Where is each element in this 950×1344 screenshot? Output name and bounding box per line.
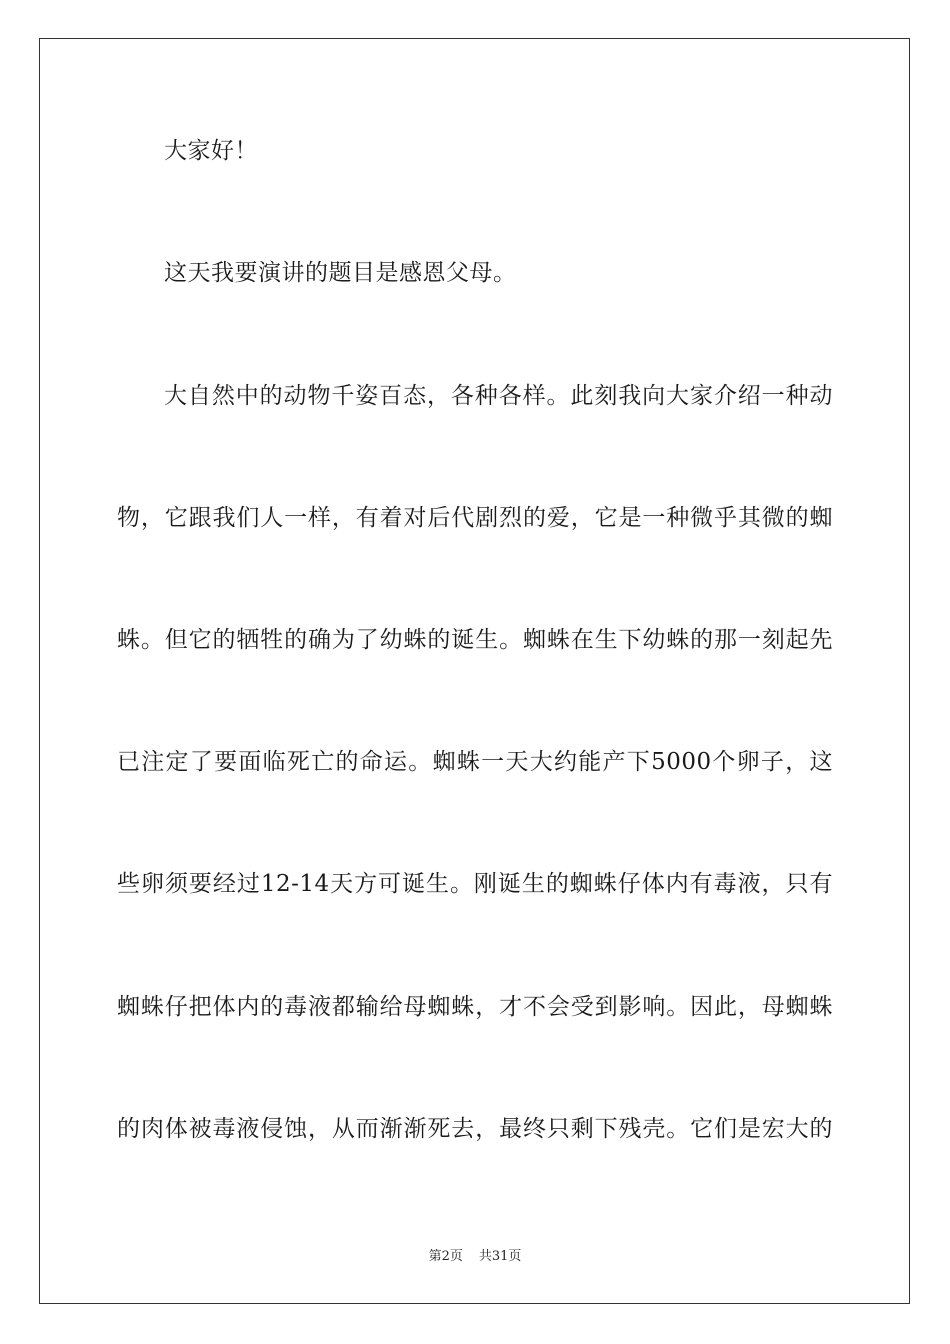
text-line: 物，它跟我们人一样，有着对后代剧烈的爱，它是一种微乎其微的蜘 [117, 505, 833, 531]
page-footer [0, 1248, 950, 1266]
total-pages: 共31页 [478, 1249, 522, 1264]
text-line: 已注定了要面临死亡的命运。蜘蛛一天大约能产下5000个卵子，这 [117, 749, 833, 775]
text-line: 的肉体被毒液侵蚀，从而渐渐死去，最终只剩下残壳。它们是宏大的 [117, 1116, 833, 1142]
text-line-topic: 这天我要演讲的题目是感恩父母。 [164, 260, 517, 286]
text-line: 蛛。但它的牺牲的确为了幼蛛的诞生。蜘蛛在生下幼蛛的那一刻起先 [117, 627, 833, 653]
text-line-paragraph-start: 大自然中的动物千姿百态，各种各样。此刻我向大家介绍一种动 [164, 383, 833, 409]
text-line: 些卵须要经过12-14天方可诞生。刚诞生的蜘蛛仔体内有毒液，只有 [117, 871, 833, 897]
current-page-number: 第2页 [428, 1249, 463, 1264]
text-line: 蜘蛛仔把体内的毒液都输给母蜘蛛，才不会受到影响。因此，母蜘蛛 [117, 994, 833, 1020]
text-line-greeting: 大家好！ [164, 138, 258, 164]
